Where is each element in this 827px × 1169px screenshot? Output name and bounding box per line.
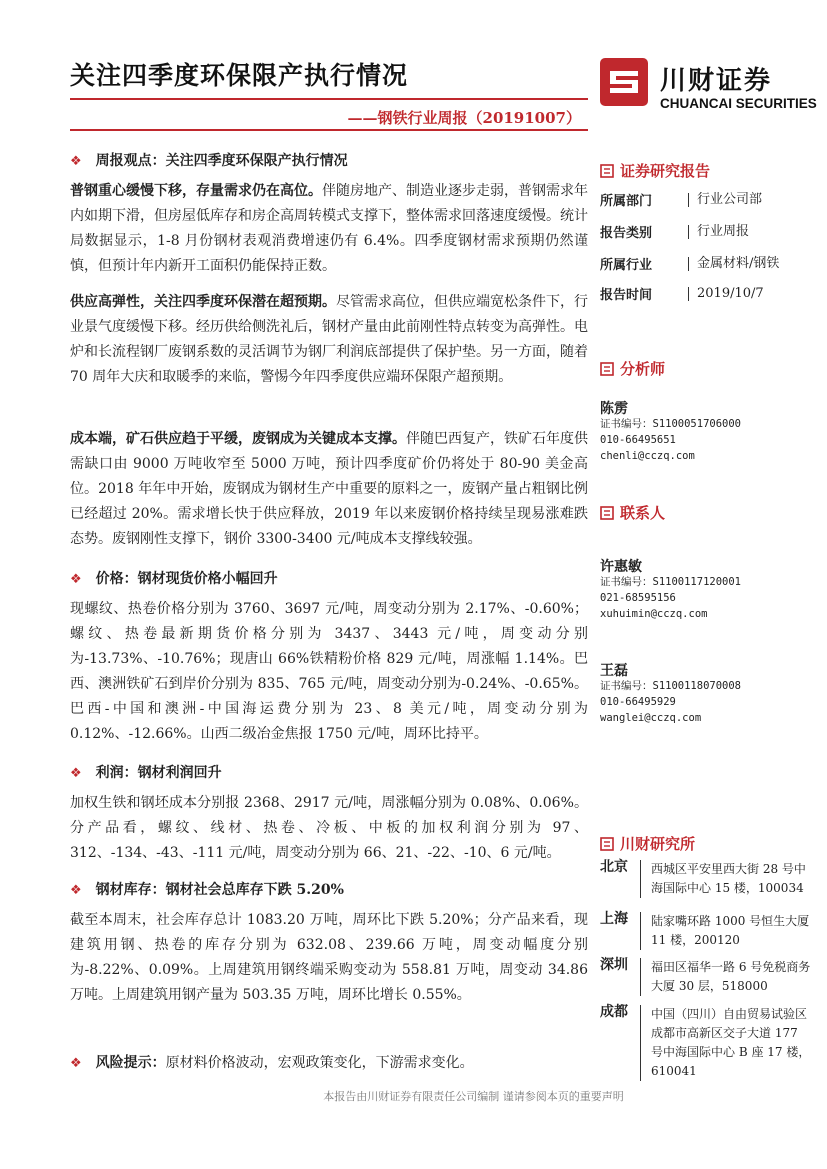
office-address: 陆家嘴环路 1000 号恒生大厦 11 楼，200120 — [640, 912, 813, 950]
contact-details: 证书编号：S1100118070008 010-66495929 wanglei@cczq.com — [600, 680, 742, 724]
report-subtitle: ——钢铁行业周报（20191007） — [347, 109, 581, 127]
office-city: 深圳 — [600, 957, 628, 973]
section-profit-heading: ❖ 利润：钢材利润回升 — [70, 765, 222, 781]
brand-name-cn: 川财证券 — [660, 66, 773, 96]
contacts-heading: 联系人 — [600, 502, 665, 523]
title-rule-top — [70, 98, 588, 100]
brand-mark-icon — [600, 58, 648, 106]
contact-name: 许惠敏 — [600, 559, 642, 575]
analyst-contact: 证书编号：S1100051706000 010-66495651 chenli@cczq.com — [600, 418, 742, 462]
diamond-bullet-icon: ❖ — [70, 1056, 82, 1071]
document-icon — [600, 506, 614, 520]
document-icon — [600, 164, 614, 178]
diamond-bullet-icon: ❖ — [70, 883, 82, 898]
price-paragraph: 现螺纹、热卷价格分别为 3760、3697 元/吨，周变动分别为 2.17%、-0.60%；螺纹、热卷最新期货价格分别为 3437、3443 元/吨，周变动分别为-13.73%、-10.76%；现唐山 66%铁精粉价格 829 元/吨，周涨幅 1.14%。巴西、澳洲铁矿石到岸价分别为 835、765 元/吨，周变动分别为-0.24%、-0.65%。巴西-中国和澳洲-中国海运费分别为 23、8 美元/吨，周变动分别为 0.12%、-12.66%。山西二级冶金焦报 1750 元/吨，周环比持平。 — [70, 601, 588, 742]
brand-name-en: CHUANCAI SECURITIES — [660, 96, 817, 111]
contact-name: 王磊 — [600, 663, 628, 679]
title-rule-bottom — [70, 129, 588, 131]
section-price-heading: ❖ 价格：钢材现货价格小幅回升 — [70, 571, 278, 587]
office-city: 上海 — [600, 911, 628, 927]
report-type-heading: 证券研究报告 — [600, 160, 710, 181]
office-city: 成都 — [600, 1004, 628, 1020]
brand-logo — [600, 58, 817, 118]
diamond-bullet-icon: ❖ — [70, 766, 82, 781]
institute-heading: 川财研究所 — [600, 833, 695, 854]
office-city: 北京 — [600, 859, 628, 875]
page-footer: 本报告由川财证券有限责任公司编制 谨请参阅本页的重要声明 — [323, 1090, 624, 1103]
info-row: 所属部门 行业公司部 — [600, 192, 763, 209]
diamond-bullet-icon: ❖ — [70, 154, 82, 169]
view-paragraph-1: 普钢重心缓慢下移，存量需求仍在高位。伴随房地产、制造业逐步走弱，普钢需求年内如期下滑，但房屋低库存和房企高周转模式支撑下，整体需求回落速度缓慢。统计局数据显示，1-8 月份钢材表观消费增速仍有 6.4%。四季度钢材需求预期仍然谨慎，但预计年内新开工面积仍能保持正数。 — [70, 183, 588, 274]
contact-details: 证书编号：S1100117120001 021-68595156 xuhuimin@cczq.com — [600, 576, 742, 620]
view-paragraph-2: 供应高弹性，关注四季度环保潜在超预期。尽管需求高位，但供应端宽松条件下，行业景气度缓慢下移。经历供给侧洗礼后，钢材产量由此前刚性特点转变为高弹性。电炉和长流程钢厂废钢系数的灵活调节为钢厂利润底部提供了保护垫。另一方面，随着 70 周年大庆和取暖季的来临，警惕今年四季度供应端环保限产超预期。 — [70, 294, 588, 385]
office-address: 福田区福华一路 6 号免税商务大厦 30 层，518000 — [640, 958, 813, 996]
diamond-bullet-icon: ❖ — [70, 572, 82, 587]
office-address: 西城区平安里西大街 28 号中海国际中心 15 楼，100034 — [640, 860, 813, 898]
analyst-name: 陈雳 — [600, 401, 628, 417]
office-address: 中国（四川）自由贸易试验区成都市高新区交子大道 177 号中海国际中心 B 座 17 楼，610041 — [640, 1005, 813, 1081]
info-row: 报告类别 行业周报 — [600, 224, 750, 241]
document-icon — [600, 362, 614, 376]
info-row: 所属行业 金属材料/钢铁 — [600, 256, 780, 273]
section-risk: ❖ 风险提示：原材料价格波动，宏观政策变化，下游需求变化。 — [70, 1055, 474, 1071]
profit-paragraph: 加权生铁和钢坯成本分别报 2368、2917 元/吨，周涨幅分别为 0.08%、0.06%。分产品看，螺纹、线材、热卷、冷板、中板的加权利润分别为 97、312、-134、-43、-111 元/吨，周变动分别为 66、21、-22、-10、6 元/吨。 — [70, 795, 588, 861]
view-paragraph-3: 成本端，矿石供应趋于平缓，废钢成为关键成本支撑。伴随巴西复产，铁矿石年度供需缺口由 9000 万吨收窄至 5000 万吨，预计四季度矿价仍将处于 80-90 美金高位。2018 年年中开始，废钢成为钢材生产中重要的原料之一，废钢产量占粗钢比例已经超过 20%。需求增长快于供应释放，2019 年以来废钢价格持续呈现易涨难跌态势。废钢刚性支撑下，钢价 3300-3400 元/吨成本支撑线较强。 — [70, 431, 588, 547]
document-icon — [600, 837, 614, 851]
section-inventory-heading: ❖ 钢材库存：钢材社会总库存下跌 5.20% — [70, 882, 344, 898]
inventory-paragraph: 截至本周末，社会库存总计 1083.20 万吨，周环比下跌 5.20%；分产品来看，现建筑用钢、热卷的库存分别为 632.08、239.66 万吨，周变动幅度分别为-8.22%、0.09%。上周建筑用钢终端采购变动为 558.81 万吨，周变动 34.86 万吨。上周建筑用钢产量为 503.35 万吨，周环比增长 0.55%。 — [70, 912, 588, 1003]
section-view-heading: ❖ 周报观点：关注四季度环保限产执行情况 — [70, 153, 348, 169]
info-row: 报告时间 2019/10/7 — [600, 286, 764, 303]
analyst-heading: 分析师 — [600, 358, 665, 379]
report-title: 关注四季度环保限产执行情况 — [70, 61, 409, 90]
